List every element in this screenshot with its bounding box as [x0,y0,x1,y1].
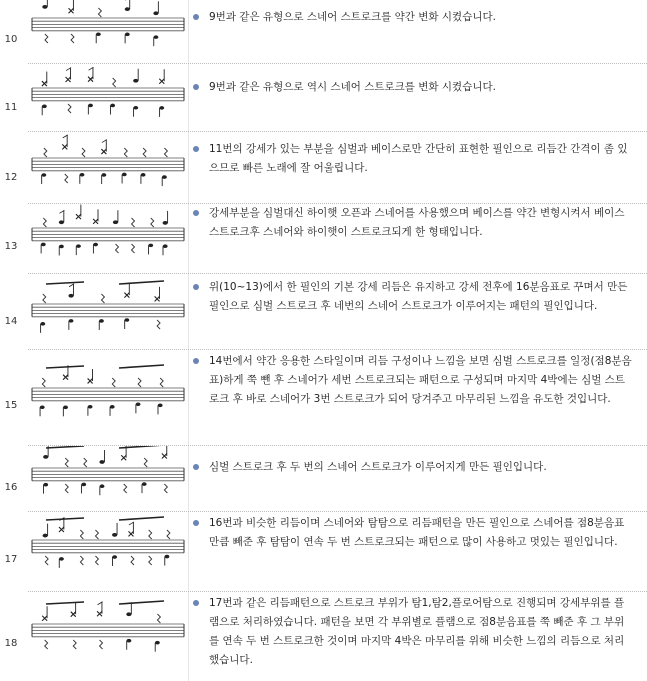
fill-in-row [0,132,647,204]
drum-notation-image [24,132,188,204]
row-number: 12 [4,172,18,183]
fill-in-row [0,274,647,350]
bullet-icon [193,520,199,526]
bullet-icon [193,84,199,90]
drum-notation-image [24,446,188,512]
fill-in-row [0,0,647,64]
row-number: 18 [4,638,18,649]
drum-notation-image [24,64,188,132]
drum-notation-image [24,512,188,592]
fill-in-row [0,446,647,512]
row-number: 10 [4,34,18,45]
fill-in-row [0,350,647,446]
fill-in-row [0,512,647,592]
description-text: 14번에서 약간 응용한 스타일이며 리듬 구성이나 느낌을 보면 심벌 스트로크를 일정(점8분음표)하게 쭉 뺀 후 스네어가 세번 스트로크되는 패턴으로 구성되며 마지막 4박에는 심벌 스트로크 후 바로 스네어가 3번 스트로크가 되어 당겨주고 마무리된 느낌을 유도한 것입니다. [209,355,632,405]
row-number: 17 [4,554,18,565]
description-text: 강세부분을 심벌대신 하이햇 오픈과 스네어를 사용했으며 베이스를 약간 변형시켜서 베이스 스트로크후 스네어와 하이햇이 스트로크되게 한 형태입니다. [209,207,625,238]
row-number: 16 [4,482,18,493]
bullet-icon [193,358,199,364]
drum-notation-image [24,0,188,64]
fill-in-row [0,64,647,132]
fill-in-row [0,592,647,681]
row-number: 11 [4,102,18,113]
drum-notation-image [24,350,188,446]
drum-notation-image [24,204,188,274]
drum-notation-image [24,592,188,681]
description-text: 16번과 비슷한 리듬이며 스네어와 탐탐으로 리듬패턴을 만든 필인으로 스네어를 점8분음표 만큼 빼준 후 탐탐이 연속 두 번 스트로크되는 패턴으로 많이 사용하고 멋있는 필인입니다. [209,517,625,548]
bullet-icon [193,600,199,606]
row-number: 14 [4,316,18,327]
row-number: 13 [4,241,18,252]
bullet-icon [193,146,199,152]
description-text: 17번과 같은 리듬패턴으로 스트로크 부위가 탐1,탐2,플로어탐으로 진행되며 강세부위를 플램으로 처리하였습니다. 패턴을 보면 각 부위별로 플램으로 점8분음표를 쭉 빼준 후 그 부위를 연속 두 번 스트로크한 것이며 마지막 4박은 마무리를 위해 비슷한 느낌의 리듬으로 처리했습니다. [209,597,625,666]
row-number: 15 [4,400,18,411]
bullet-icon [193,464,199,470]
description-text: 9번과 같은 유형으로 스네어 스트로크를 약간 변화 시켰습니다. [209,11,496,23]
bullet-icon [193,284,199,290]
description-text: 9번과 같은 유형으로 역시 스네어 스트로크를 변화 시켰습니다. [209,81,496,93]
description-text: 심벌 스트로크 후 두 번의 스네어 스트로크가 이루어지게 만든 필인입니다. [209,461,547,473]
description-text: 위(10~13)에서 한 필인의 기본 강세 리듬은 유지하고 강세 전후에 16분음표로 꾸며서 만든 필인으로 심벌 스트로크 후 네번의 스네어 스트로크가 이루어지는 패턴의 필인입니다. [209,281,628,312]
drum-notation-image [24,274,188,350]
fill-in-row [0,204,647,274]
bullet-icon [193,210,199,216]
bullet-icon [193,14,199,20]
description-text: 11번의 강세가 있는 부분을 심벌과 베이스로만 간단히 표현한 필인으로 리듬간 간격이 좀 있으므로 빠른 노래에 잘 어울립니다. [209,143,628,174]
